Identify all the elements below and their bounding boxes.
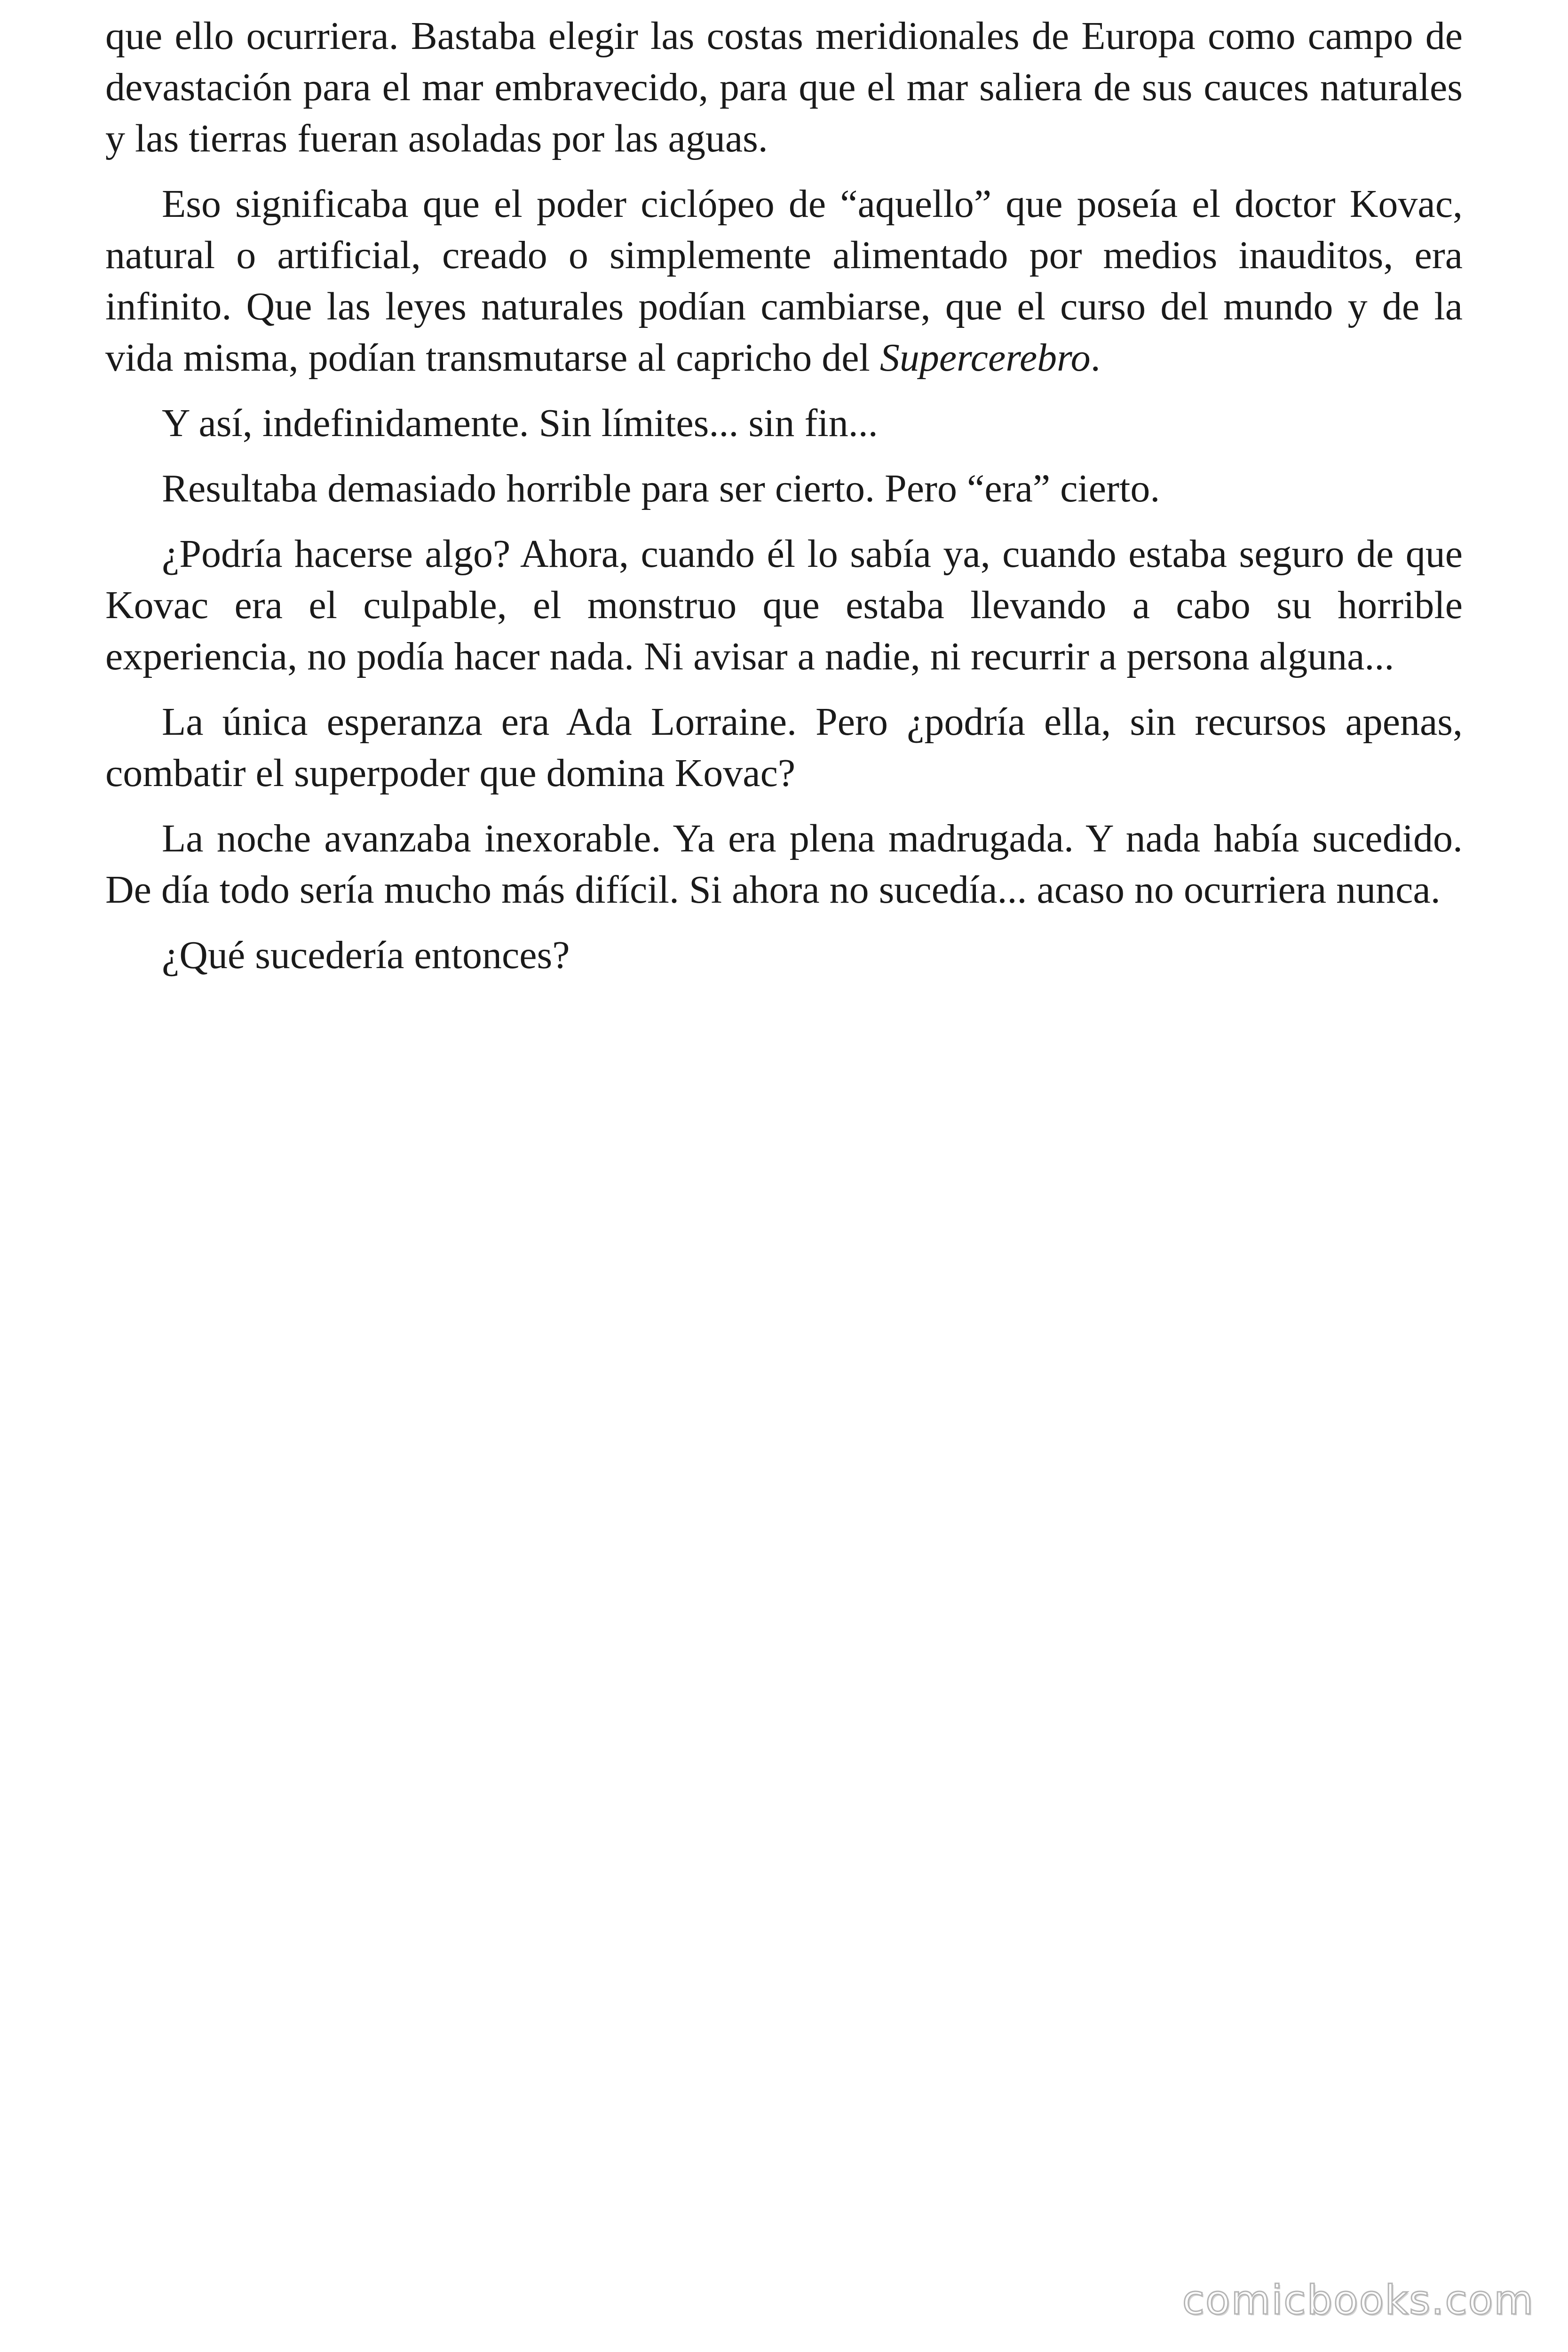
paragraph-3: Y así, indefinidamente. Sin límites... sin fin...: [162, 401, 878, 445]
watermark: comicbooks.com: [1182, 2277, 1534, 2324]
paragraph-7: La noche avanzaba inexorable. Ya era plena madrugada. Y nada había sucedido. De día todo sería mucho más difícil. Si ahora no sucedía... acaso no ocurriera nunca.: [105, 817, 1463, 912]
paragraph-5: ¿Podría hacerse algo? Ahora, cuando él lo sabía ya, cuando estaba seguro de que Kovac era el culpable, el monstruo que estaba llevando a cabo su horrible experiencia, no podía hacer nada. Ni avisar a nadie, ni recurrir a persona alguna...: [105, 532, 1463, 678]
paragraph-1: que ello ocurriera. Bastaba elegir las costas meridionales de Europa como campo de devastación para el mar embravecido, para que el mar saliera de sus cauces naturales y las tierras fueran asoladas por las aguas.: [105, 14, 1463, 160]
paragraph-2-italic-title: Supercerebro: [879, 336, 1091, 380]
paragraph-2: [105, 178, 1463, 383]
page-body: [105, 10, 1463, 995]
paragraph-8: ¿Qué sucedería entonces?: [162, 933, 570, 977]
paragraph-2-end: .: [1090, 336, 1101, 380]
paragraph-6: La única esperanza era Ada Lorraine. Pero ¿podría ella, sin recursos apenas, combatir el superpoder que domina Kovac?: [105, 700, 1463, 795]
paragraph-4: Resultaba demasiado horrible para ser cierto. Pero “era” cierto.: [162, 467, 1160, 510]
paragraph-2-text: Eso significaba que el poder ciclópeo de “aquello” que poseía el doctor Kovac, natural o artificial, creado o simplemente alimentado por medios inauditos, era infinito. Que las leyes naturales podían cambiarse, que el curso del mundo y de la vida misma, podían transmutarse al capricho del: [105, 182, 1463, 380]
